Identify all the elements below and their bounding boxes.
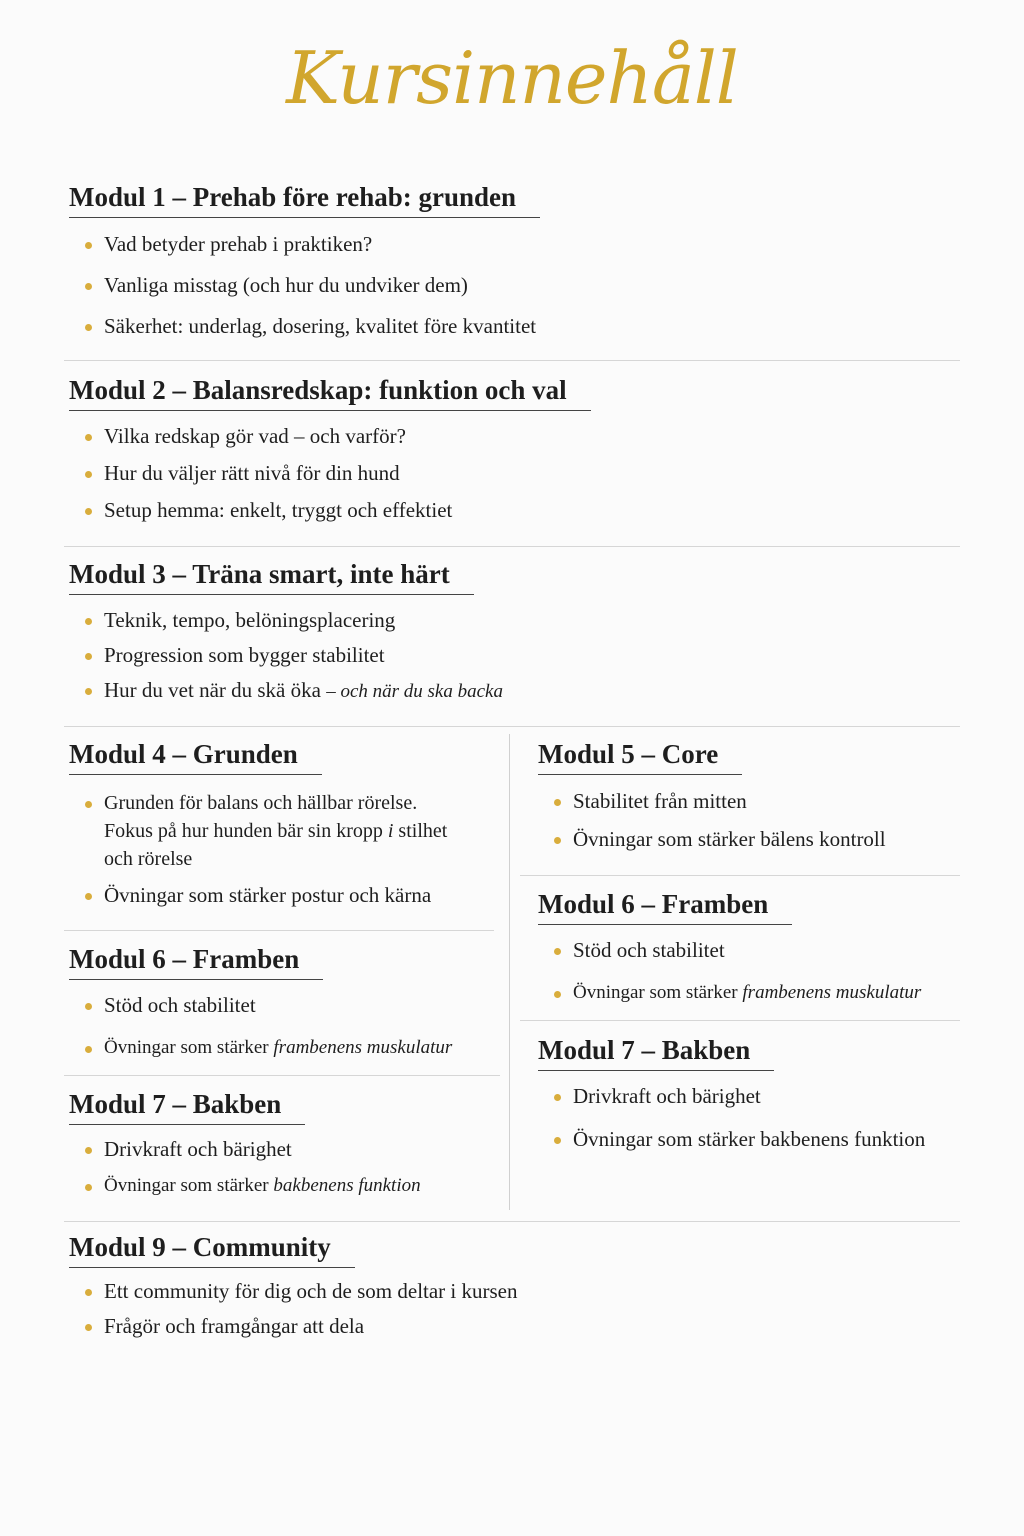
divider [64,726,960,727]
list-item: Grunden för balans och hällbar rörelse. Fokus på hur hunden bär sin kropp i stilhet och rörelse [64,789,447,873]
module-6-right-title: Modul 6 – Framben [538,887,792,925]
bullet-icon [85,618,92,625]
module-2-list [64,422,591,524]
module-6-left-title: Modul 6 – Framben [69,942,323,980]
bullet-icon [85,1046,92,1053]
list-item: Övningar som stärker bälens kontroll [533,825,886,853]
bullet-icon [554,991,561,998]
list-item: Stöd och stabilitet [533,936,921,964]
divider [520,1020,960,1021]
bullet-icon [554,799,561,806]
module-7-left-title: Modul 7 – Bakben [69,1087,305,1125]
list-item: Progression som bygger stabilitet [64,641,503,669]
module-7-left [64,1087,421,1200]
bullet-icon [85,283,92,290]
module-2 [64,373,591,524]
module-1-list [64,230,540,340]
bullet-icon [85,801,92,808]
module-4 [64,737,447,909]
module-7-left-list [64,1135,421,1200]
list-item: Vanliga misstag (och hur du undviker dem) [64,271,540,299]
module-7-right [533,1033,925,1153]
module-7-right-list [533,1082,925,1153]
bullet-icon [554,1094,561,1101]
module-4-list [64,789,447,909]
module-6-left-list [64,991,452,1062]
module-2-title: Modul 2 – Balansredskap: funktion och val [69,373,591,411]
list-item: Drivkraft och bärighet [64,1135,421,1163]
module-6-left [64,942,452,1062]
list-item: Övningar som stärker frambenens muskulatur [533,979,921,1007]
column-divider [509,734,510,1210]
bullet-icon [554,948,561,955]
list-item: Ett community för dig och de som deltar i kursen [64,1277,518,1305]
bullet-icon [85,1147,92,1154]
bullet-icon [85,1184,92,1191]
bullet-icon [85,688,92,695]
list-item: Vilka redskap gör vad – och varför? [64,422,591,450]
bullet-icon [85,508,92,515]
list-item: Hur du vet när du skä öka – och när du ska backa [64,676,503,706]
module-1-title: Modul 1 – Prehab före rehab: grunden [69,180,540,218]
divider [64,1075,500,1076]
list-item: Övningar som stärker bakbenens funktion [64,1172,421,1200]
list-item: Vad betyder prehab i praktiken? [64,230,540,258]
list-item: Drivkraft och bärighet [533,1082,925,1110]
module-5 [533,737,886,853]
page-title: Kursinnehåll [286,36,738,120]
bullet-icon [85,893,92,900]
list-item: Teknik, tempo, belöningsplacering [64,606,503,634]
list-item: Stabilitet från mitten [533,787,886,815]
bullet-icon [85,471,92,478]
divider [64,360,960,361]
list-item: Hur du väljer rätt nivå för din hund [64,459,591,487]
bullet-icon [85,1289,92,1296]
bullet-icon [554,837,561,844]
module-9-list [64,1277,518,1340]
module-7-right-title: Modul 7 – Bakben [538,1033,774,1071]
module-1 [64,180,540,340]
bullet-icon [85,653,92,660]
divider [64,546,960,547]
list-item: Frågör och framgångar att dela [64,1312,518,1340]
bullet-icon [554,1137,561,1144]
bullet-icon [85,434,92,441]
bullet-icon [85,1003,92,1010]
module-4-title: Modul 4 – Grunden [69,737,322,775]
divider [64,930,494,931]
list-item: Övningar som stärker frambenens muskulatur [64,1034,452,1062]
list-item: Säkerhet: underlag, dosering, kvalitet före kvantitet [64,312,540,340]
module-9-title: Modul 9 – Community [69,1230,355,1268]
module-3 [64,557,503,706]
list-item: Stöd och stabilitet [64,991,452,1019]
bullet-icon [85,242,92,249]
list-item: Övningar som stärker bakbenens funktion [533,1125,925,1153]
divider [520,875,960,876]
list-item: Setup hemma: enkelt, tryggt och effektiet [64,496,591,524]
module-6-right-list [533,936,921,1007]
module-9 [64,1230,518,1340]
divider [64,1221,960,1222]
module-3-list [64,606,503,706]
module-6-right [533,887,921,1007]
list-item: Övningar som stärker postur och kärna [64,881,447,909]
module-3-title: Modul 3 – Träna smart, inte härt [69,557,474,595]
bullet-icon [85,324,92,331]
bullet-icon [85,1324,92,1331]
module-5-list [533,787,886,853]
module-5-title: Modul 5 – Core [538,737,742,775]
